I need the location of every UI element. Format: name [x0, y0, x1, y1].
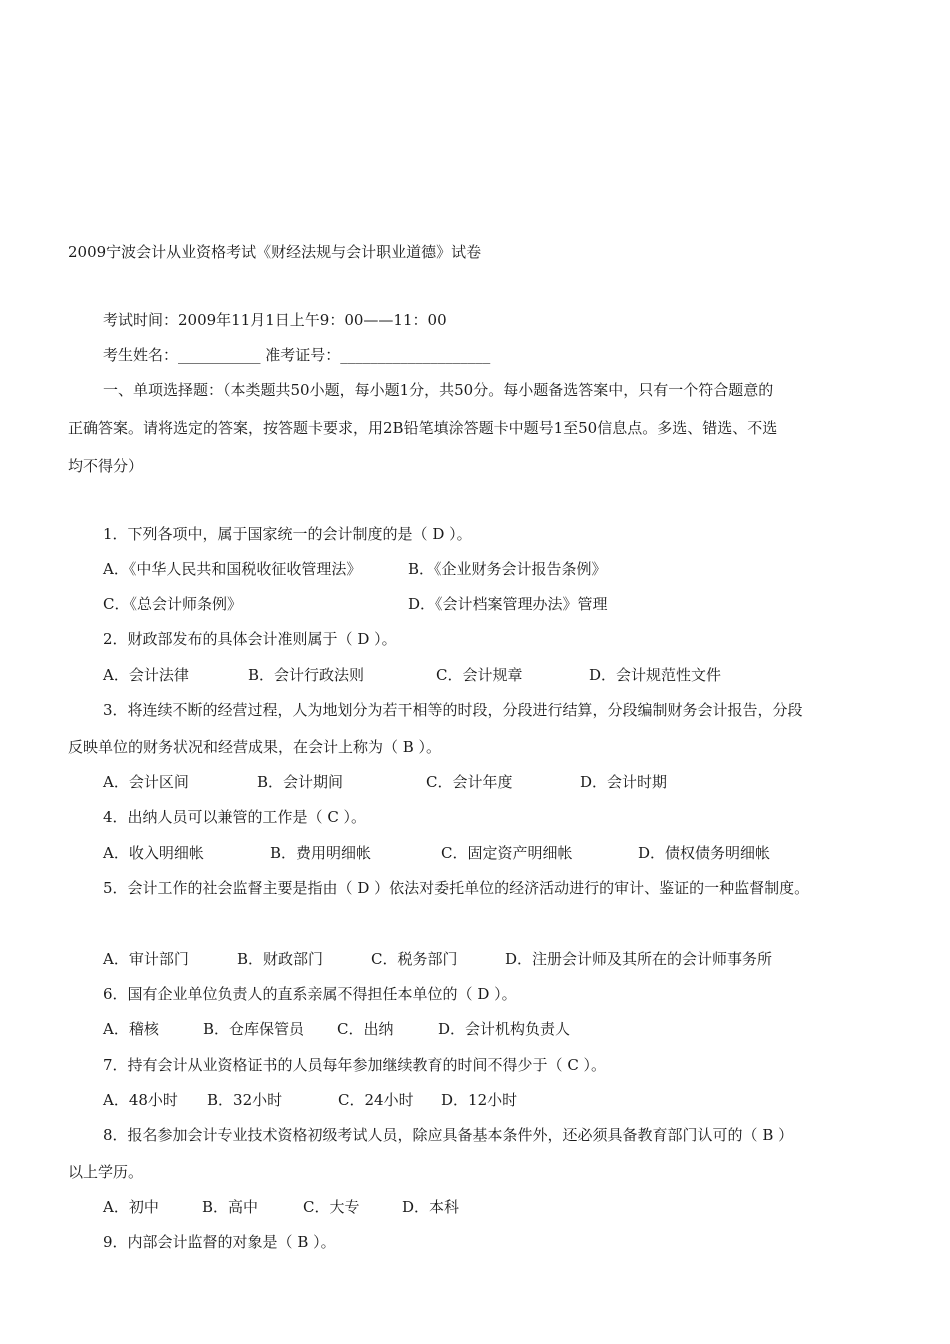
option-d: D．《会计档案管理办法》管理	[408, 595, 608, 613]
option-row	[103, 559, 607, 579]
option-b: B．费用明细帐	[270, 844, 372, 862]
question-stem-cont: 以上学历。	[68, 1163, 144, 1181]
option-row	[103, 665, 721, 685]
option-a: A．会计区间	[103, 773, 189, 791]
option-row	[103, 949, 772, 969]
option-d: D．会计机构负责人	[438, 1020, 571, 1038]
section-line: 均不得分）	[68, 457, 144, 475]
question-stem: 5．会计工作的社会监督主要是指由（ D ）依法对委托单位的经济活动进行的审计、鉴证的一种监督制度。	[103, 879, 810, 897]
option-b: B．32小时	[207, 1091, 283, 1109]
option-b: B．高中	[202, 1198, 259, 1216]
option-c: C．会计规章	[436, 666, 523, 684]
exam-time: 考试时间：2009年11月1日上午9：00——11：00	[103, 311, 447, 329]
option-d: D．注册会计师及其所在的会计师事务所	[505, 950, 773, 968]
option-d: D．本科	[402, 1198, 460, 1216]
option-a: A．48小时	[103, 1091, 178, 1109]
option-row	[103, 1090, 517, 1110]
option-row	[103, 843, 770, 863]
option-a: A．收入明细帐	[103, 844, 204, 862]
option-row	[103, 1197, 459, 1217]
option-c: C．会计年度	[426, 773, 513, 791]
question-stem: 6．国有企业单位负责人的直系亲属不得担任本单位的（ D ）。	[103, 985, 517, 1003]
option-a: A．会计法律	[103, 666, 189, 684]
option-row	[103, 594, 608, 614]
option-b: B．会计行政法则	[248, 666, 365, 684]
question-stem: 9．内部会计监督的对象是（ B ）。	[103, 1233, 336, 1251]
option-c: C．24小时	[338, 1091, 414, 1109]
question-stem: 4．出纳人员可以兼管的工作是（ C ）。	[103, 808, 367, 826]
question-stem: 7．持有会计从业资格证书的人员每年参加继续教育的时间不得少于（ C ）。	[103, 1056, 607, 1074]
option-a: A．初中	[103, 1198, 159, 1216]
option-row	[103, 772, 667, 792]
option-d: D．12小时	[441, 1091, 518, 1109]
section-line: 一、单项选择题：（本类题共50小题，每小题1分，共50分。每小题备选答案中，只有一个符合题意的	[103, 381, 774, 399]
option-c: C．大专	[303, 1198, 360, 1216]
question-stem: 1．下列各项中，属于国家统一的会计制度的是（ D ）。	[103, 525, 472, 543]
option-d: D．会计时期	[580, 773, 668, 791]
section-line: 正确答案。请将选定的答案，按答题卡要求，用2B铅笔填涂答题卡中题号1至50信息点。多选、错选、不选	[68, 419, 778, 437]
option-a: A．稽核	[103, 1020, 159, 1038]
candidate-info: 考生姓名：___________ 准考证号：____________________	[103, 346, 491, 364]
option-c: C．固定资产明细帐	[441, 844, 573, 862]
option-c: C．出纳	[337, 1020, 394, 1038]
option-c: C．税务部门	[371, 950, 458, 968]
option-c: C．《总会计师条例》	[103, 595, 242, 613]
option-b: B．仓库保管员	[203, 1020, 305, 1038]
option-b: B．会计期间	[257, 773, 344, 791]
option-d: D．会计规范性文件	[589, 666, 722, 684]
question-stem: 8．报名参加会计专业技术资格初级考试人员，除应具备基本条件外，还必须具备教育部门认可的（ B ）	[103, 1126, 794, 1144]
question-stem: 3．将连续不断的经营过程，人为地划分为若干相等的时段，分段进行结算，分段编制财务会计报告，分段	[103, 701, 803, 719]
option-d: D．债权债务明细帐	[638, 844, 771, 862]
option-a: A．《中华人民共和国税收征收管理法》	[103, 560, 362, 578]
option-b: B．《企业财务会计报告条例》	[408, 560, 607, 578]
exam-title: 2009宁波会计从业资格考试《财经法规与会计职业道德》试卷	[68, 243, 482, 261]
option-row	[103, 1019, 570, 1039]
question-stem: 2．财政部发布的具体会计准则属于（ D ）。	[103, 630, 397, 648]
option-a: A．审计部门	[103, 950, 189, 968]
question-stem-cont: 反映单位的财务状况和经营成果，在会计上称为（ B ）。	[68, 738, 442, 756]
option-b: B．财政部门	[237, 950, 324, 968]
